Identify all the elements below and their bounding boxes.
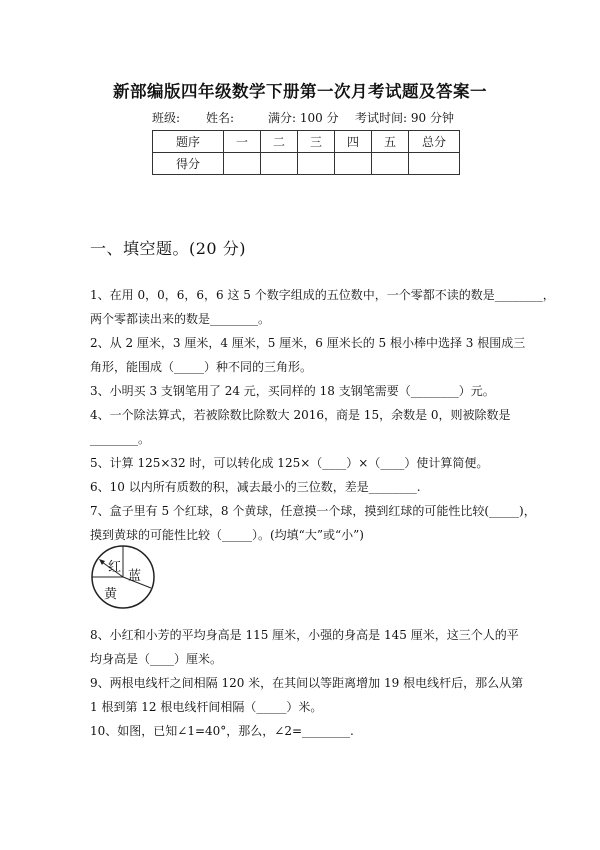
- question-4-line-2: ________。: [90, 432, 151, 446]
- pie-label-red: 红: [108, 560, 122, 575]
- score-cell: [335, 153, 372, 175]
- document-title: 新部编版四年级数学下册第一次月考试题及答案一: [113, 82, 487, 101]
- score-table-score-row: [153, 153, 460, 175]
- exam-time: 考试时间: 90 分钟: [355, 111, 454, 125]
- question-2-line-2: 角形，能围成（_____）种不同的三角形。: [90, 360, 313, 374]
- question-2-line-1: 2、从 2 厘米，3 厘米，4 厘米，5 厘米，6 厘米长的 5 根小棒中选择 3 根围成三: [90, 336, 526, 350]
- score-cell: [261, 153, 298, 175]
- class-label: 班级:: [152, 111, 181, 125]
- header-cell: 三: [298, 131, 335, 153]
- pie-label-yellow: 黄: [104, 587, 118, 602]
- header-cell: 题序: [153, 131, 224, 153]
- score-table-header-row: [153, 131, 460, 153]
- question-5: 5、计算 125×32 时，可以转化成 125×（____）×（____）使计算简便。: [90, 456, 489, 470]
- question-7-line-2: 摸到黄球的可能性比较（_____）。(均填“大”或“小”): [90, 528, 364, 542]
- question-8-line-1: 8、小红和小芳的平均身高是 115 厘米，小强的身高是 145 厘米，这三个人的平: [90, 628, 519, 642]
- question-1-line-1: 1、在用 0，0，6，6，6 这 5 个数字组成的五位数中，一个零都不读的数是________，: [90, 288, 555, 302]
- question-7-line-1: 7、盒子里有 5 个红球，8 个黄球，任意摸一个球，摸到红球的可能性比较(_____)，: [90, 504, 536, 518]
- score-cell: [298, 153, 335, 175]
- question-9-line-2: 1 根到第 12 根电线杆间相隔（_____）米。: [90, 700, 323, 714]
- score-cell: [409, 153, 460, 175]
- name-label: 姓名:: [206, 111, 235, 125]
- header-cell: 一: [224, 131, 261, 153]
- header-cell: 五: [372, 131, 409, 153]
- header-cell: 四: [335, 131, 372, 153]
- question-8-line-2: 均身高是（____）厘米。: [90, 652, 223, 666]
- question-10: 10、如图，已知∠1=40°，那么，∠2=________.: [90, 724, 354, 738]
- spinner-diagram: [90, 544, 156, 610]
- question-6: 6、10 以内所有质数的积，减去最小的三位数，差是________.: [90, 480, 421, 494]
- question-1-line-2: 两个零都读出来的数是________。: [90, 312, 271, 326]
- score-cell: [224, 153, 261, 175]
- question-3: 3、小明买 3 支钢笔用了 24 元，买同样的 18 支钢笔需要（________）元。: [90, 384, 495, 398]
- row-label: 得分: [153, 153, 224, 175]
- pie-label-blue: 蓝: [128, 569, 142, 584]
- question-9-line-1: 9、两根电线杆之间相隔 120 米，在其间以等距离增加 19 根电线杆后，那么从第: [90, 676, 524, 690]
- header-cell: 二: [261, 131, 298, 153]
- score-cell: [372, 153, 409, 175]
- question-4-line-1: 4、一个除法算式，若被除数比除数大 2016，商是 15，余数是 0，则被除数是: [90, 408, 511, 422]
- full-marks: 满分: 100 分: [268, 111, 339, 125]
- section-title: 一、填空题。(20 分): [90, 239, 246, 258]
- header-cell: 总分: [409, 131, 460, 153]
- score-table: [152, 130, 460, 175]
